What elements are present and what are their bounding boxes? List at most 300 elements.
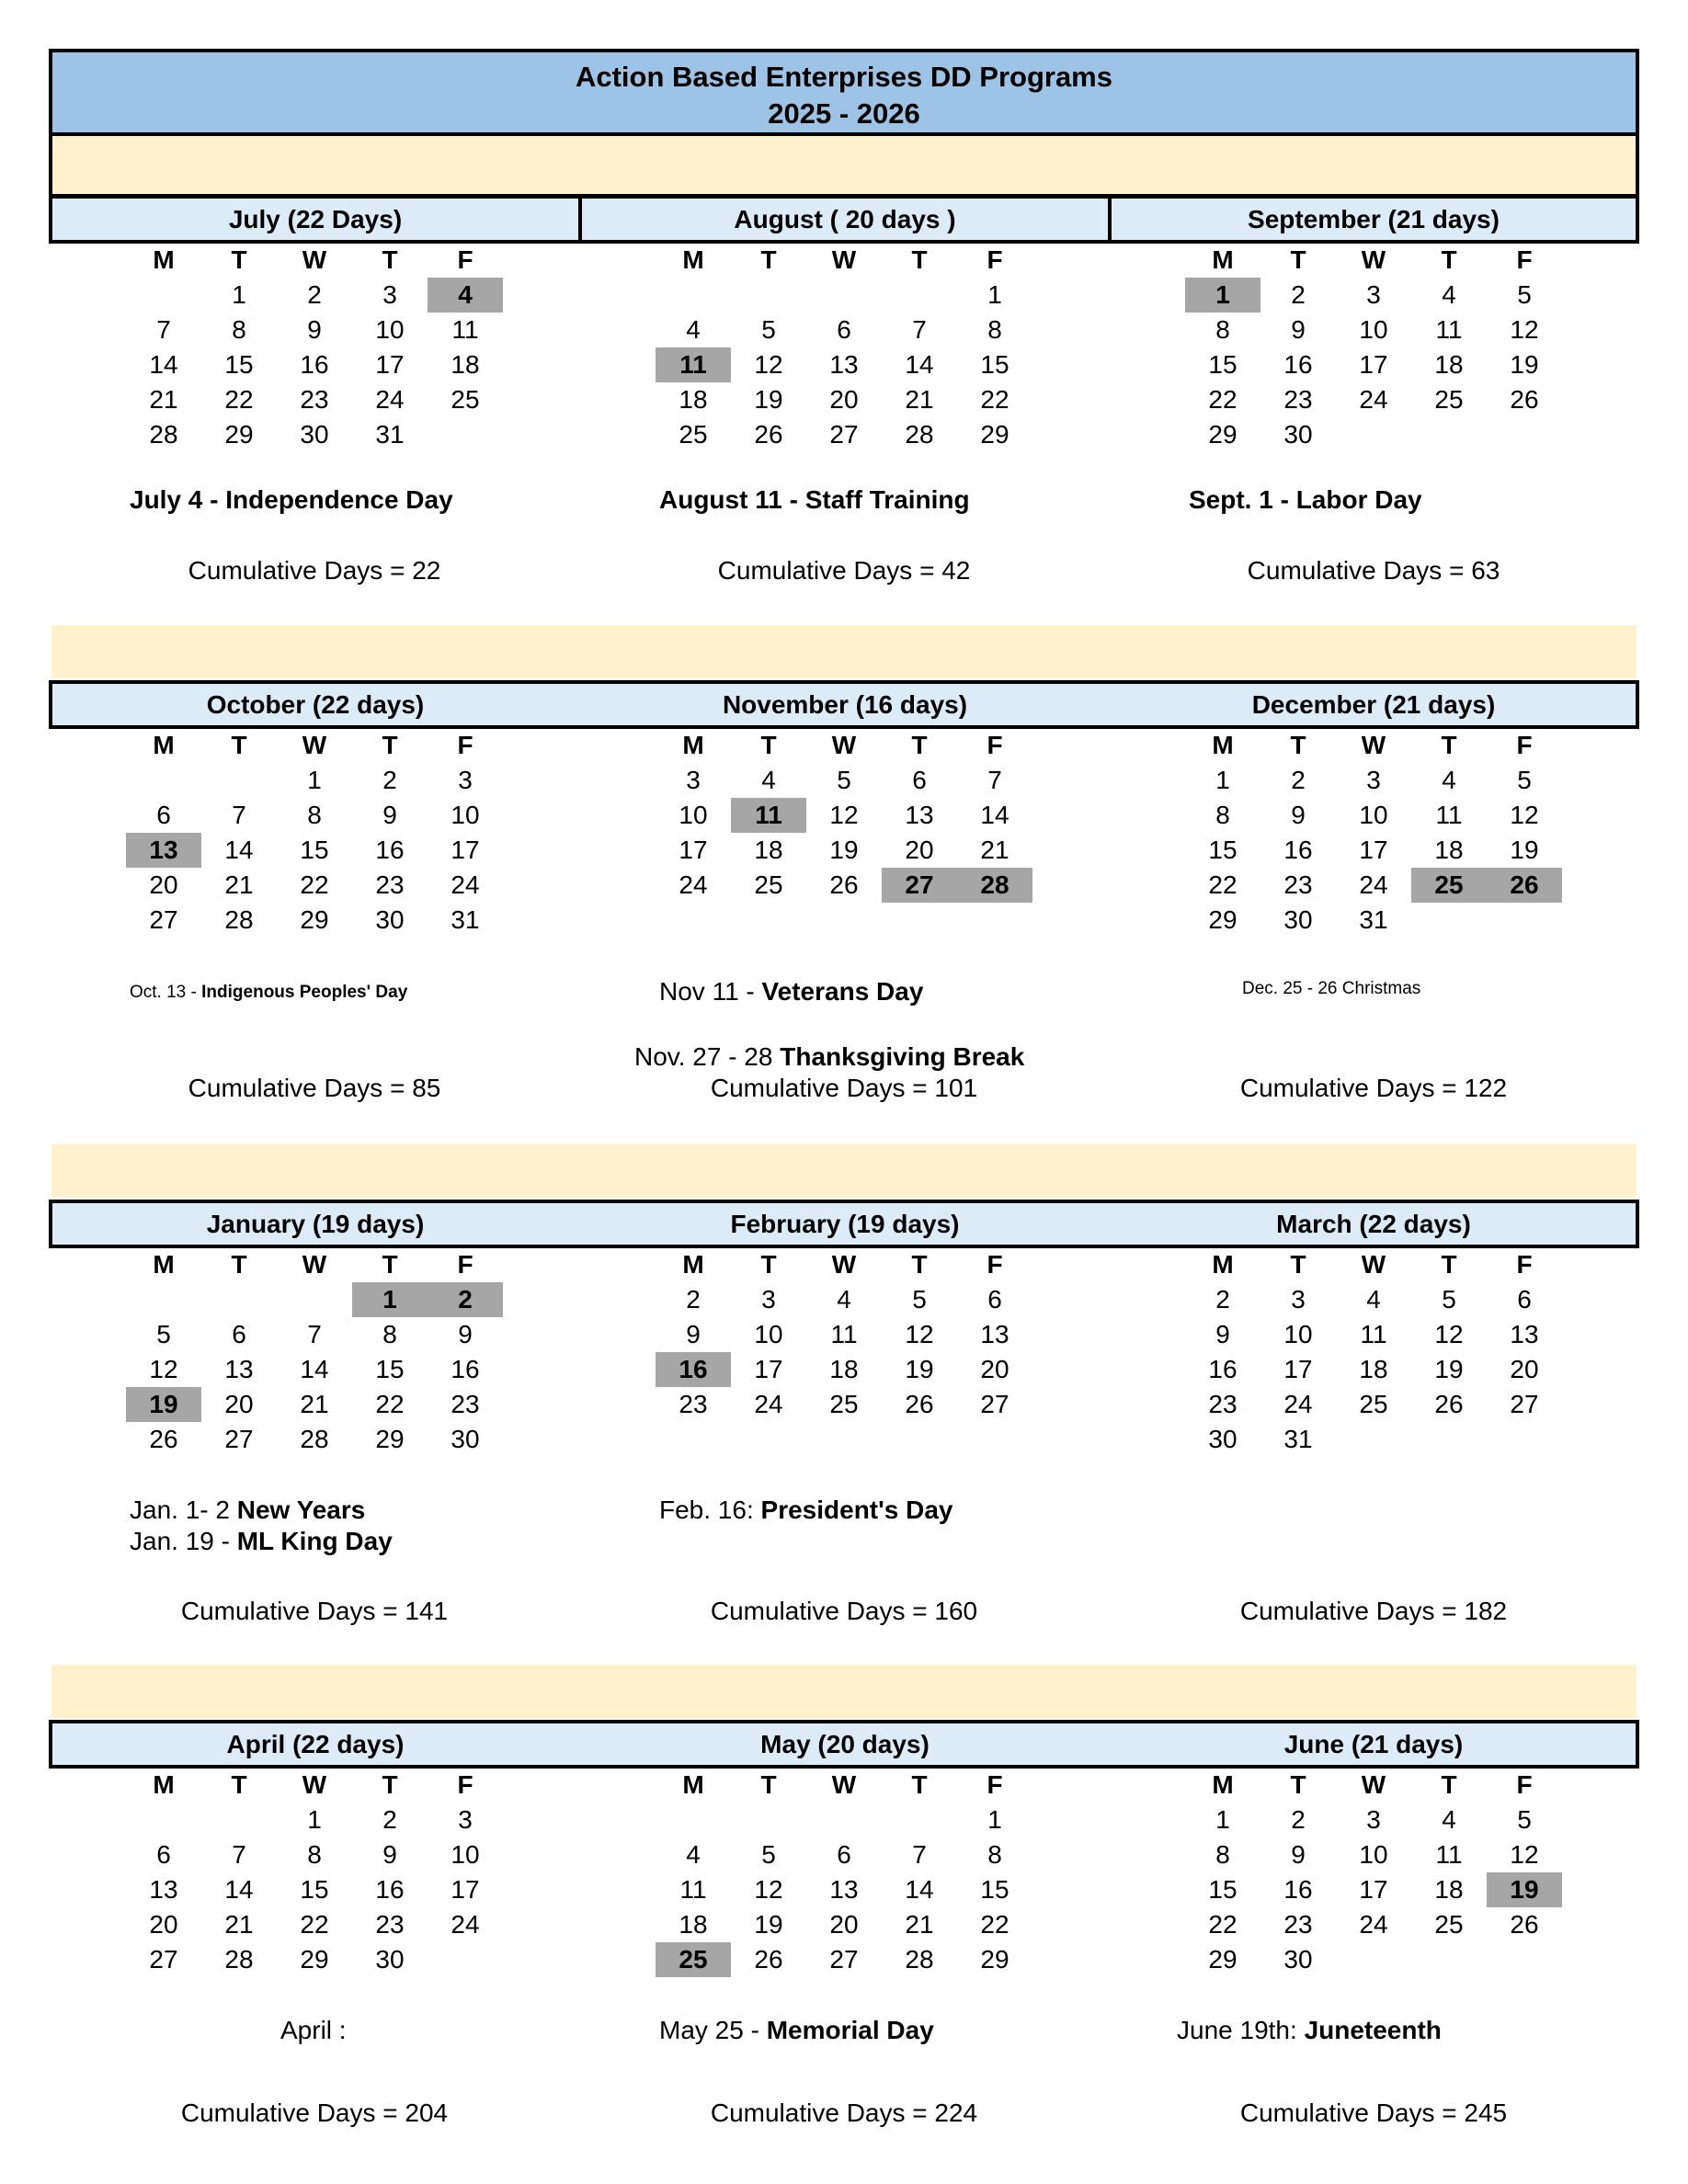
weekday-label: F: [1516, 1770, 1533, 1799]
calendar-date: 6: [156, 801, 171, 829]
calendar-date: 4: [1366, 1285, 1381, 1314]
calendar-date: 7: [232, 801, 246, 829]
calendar-date: 9: [458, 1320, 473, 1348]
weekday-label: T: [231, 731, 247, 759]
weekday-label: W: [831, 1250, 857, 1279]
week-row: [656, 417, 1115, 452]
calendar-date: 22: [224, 385, 254, 414]
calendar-date: 15: [1208, 350, 1237, 379]
weekday-header-row: [126, 1247, 586, 1282]
spacer-band: [51, 1665, 1637, 1718]
calendar-date: 13: [829, 1875, 859, 1904]
week-row: [126, 278, 586, 313]
week-row: [126, 1282, 586, 1317]
weekday-label: T: [1290, 245, 1306, 274]
note-text: Memorial Day: [766, 2016, 934, 2044]
month-calendar: [126, 1768, 586, 1977]
week-row: [1185, 903, 1645, 938]
week-row: [1185, 798, 1645, 833]
calendar-date: 16: [1283, 1875, 1313, 1904]
calendar-date: 2: [1215, 1285, 1230, 1314]
calendar-date: 13: [829, 350, 859, 379]
calendar-date: 19: [905, 1355, 934, 1383]
calendar-date: 27: [224, 1425, 254, 1453]
calendar-date: 20: [224, 1390, 254, 1418]
holiday-note: [130, 1496, 365, 1525]
calendar-date: 30: [375, 1945, 405, 1974]
weekday-label: T: [231, 245, 247, 274]
spacer-band: [51, 625, 1637, 678]
weekday-label: T: [1441, 731, 1457, 759]
weekday-label: T: [1441, 1250, 1457, 1279]
calendar-date: 6: [837, 1840, 851, 1869]
calendar-date: 30: [1208, 1425, 1237, 1453]
weekday-label: M: [153, 731, 175, 759]
calendar-date: 4: [1442, 766, 1456, 794]
calendar-date: 28: [224, 905, 254, 934]
weekday-label: F: [1516, 1250, 1533, 1279]
calendar-date: 10: [451, 1840, 480, 1869]
calendar-date: 5: [912, 1285, 927, 1314]
week-row: [656, 1803, 1115, 1837]
calendar-date: 7: [912, 315, 927, 344]
calendar-date: 29: [224, 420, 254, 449]
weekday-label: T: [760, 245, 777, 274]
week-row: [656, 1837, 1115, 1872]
weekday-label: T: [382, 1250, 398, 1279]
calendar-date: 25: [754, 870, 783, 899]
weekday-header-row: [656, 1247, 1115, 1282]
weekday-label: W: [831, 1770, 857, 1799]
weekday-header-row: [1185, 243, 1645, 278]
calendar-date: 25: [1359, 1390, 1388, 1418]
week-row: [1185, 1942, 1645, 1977]
note-text: President's Day: [760, 1496, 953, 1524]
calendar-date: 8: [232, 315, 246, 344]
month-calendar: [126, 243, 586, 452]
calendar-date: 15: [980, 1875, 1009, 1904]
calendar-date: 29: [1208, 420, 1237, 449]
calendar-date: 16: [300, 350, 329, 379]
calendar-date: 7: [156, 315, 171, 344]
weekday-header-row: [656, 728, 1115, 763]
calendar-date: 29: [1208, 905, 1237, 934]
calendar-date: 29: [1208, 1945, 1237, 1974]
holiday-date: 4: [428, 278, 503, 313]
week-row: [126, 833, 586, 868]
spacer-band: [49, 136, 1639, 198]
weekday-label: W: [831, 245, 857, 274]
calendar-date: 20: [829, 1910, 859, 1939]
calendar-date: 26: [905, 1390, 934, 1418]
calendar-date: 21: [224, 1910, 254, 1939]
cumulative-days: Cumulative Days = 160: [710, 1597, 978, 1625]
cumulative-days: Cumulative Days = 122: [1239, 1074, 1508, 1102]
calendar-date: 9: [1291, 315, 1306, 344]
calendar-date: 8: [307, 1840, 322, 1869]
holiday-note: [659, 1496, 953, 1525]
calendar-date: 24: [1359, 870, 1388, 899]
calendar-date: 10: [1359, 1840, 1388, 1869]
calendar-date: 17: [451, 836, 480, 864]
week-row: [126, 1352, 586, 1387]
week-row: [126, 1317, 586, 1352]
holiday-date: 26: [1487, 868, 1562, 903]
week-row: [1185, 313, 1645, 347]
calendar-date: 25: [1434, 385, 1464, 414]
calendar-date: 12: [1510, 315, 1539, 344]
month-title: May (20 days): [760, 1730, 930, 1758]
weekday-label: T: [1441, 245, 1457, 274]
note-text: Sept. 1 - Labor Day: [1189, 485, 1422, 514]
calendar-date: 8: [1215, 1840, 1230, 1869]
month-divider: [1108, 199, 1112, 240]
calendar-date: 14: [905, 350, 934, 379]
weekday-header-row: [1185, 728, 1645, 763]
calendar-date: 9: [1291, 801, 1306, 829]
note-text: ML King Day: [236, 1527, 393, 1555]
note-text: Thanksgiving Break: [780, 1042, 1025, 1071]
calendar-date: 23: [1283, 1910, 1313, 1939]
note-text: Feb. 16:: [659, 1496, 761, 1524]
weekday-label: W: [831, 731, 857, 759]
calendar-date: 11: [1435, 801, 1463, 829]
calendar-date: 5: [1517, 280, 1532, 309]
holiday-date: 27: [882, 868, 957, 903]
note-text: Nov. 27 - 28: [634, 1042, 781, 1071]
holiday-note: [130, 1527, 393, 1556]
holiday-note: [659, 977, 923, 1007]
calendar-date: 29: [300, 905, 329, 934]
note-text: Oct. 13 -: [130, 983, 202, 1002]
calendar-date: 10: [754, 1320, 783, 1348]
note-text: Jan. 19 -: [130, 1527, 237, 1555]
calendar-date: 24: [679, 870, 708, 899]
calendar-date: 10: [451, 801, 480, 829]
week-row: [126, 1803, 586, 1837]
calendar-date: 5: [1442, 1285, 1456, 1314]
calendar-date: 16: [451, 1355, 480, 1383]
week-row: [656, 798, 1115, 833]
calendar-date: 3: [1366, 766, 1381, 794]
weekday-label: F: [987, 1770, 1003, 1799]
calendar-date: 20: [149, 1910, 178, 1939]
month-calendar: [656, 728, 1115, 903]
holiday-note: [659, 485, 970, 515]
weekday-label: M: [1212, 1250, 1234, 1279]
calendar-date: 22: [300, 1910, 329, 1939]
week-row: [1185, 1387, 1645, 1422]
weekday-label: M: [682, 1770, 704, 1799]
calendar-date: 15: [224, 350, 254, 379]
calendar-date: 5: [1517, 766, 1532, 794]
calendar-date: 8: [987, 1840, 1002, 1869]
note-text: July 4 - Independence Day: [130, 485, 453, 514]
calendar-date: 1: [1215, 766, 1230, 794]
calendar-date: 23: [375, 870, 405, 899]
weekday-label: W: [1361, 1250, 1386, 1279]
calendar-date: 30: [1283, 905, 1313, 934]
week-row: [1185, 763, 1645, 798]
weekday-label: T: [382, 245, 398, 274]
weekday-label: M: [1212, 245, 1234, 274]
weekday-header-row: [126, 243, 586, 278]
calendar-date: 22: [1208, 1910, 1237, 1939]
holiday-note: [1242, 979, 1420, 999]
week-row: [656, 1942, 1115, 1977]
calendar-date: 30: [375, 905, 405, 934]
week-row: [126, 347, 586, 382]
calendar-date: 22: [980, 1910, 1009, 1939]
weekday-label: T: [382, 731, 398, 759]
month-calendar: [1185, 1768, 1645, 1977]
weekday-header-row: [126, 728, 586, 763]
month-header-row: [49, 195, 1639, 244]
weekday-label: F: [457, 245, 473, 274]
week-row: [1185, 833, 1645, 868]
calendar-date: 4: [1442, 280, 1456, 309]
calendar-date: 1: [1215, 1805, 1230, 1834]
calendar-date: 17: [754, 1355, 783, 1383]
calendar-date: 6: [912, 766, 927, 794]
week-row: [1185, 1907, 1645, 1942]
weekday-label: T: [1290, 1770, 1306, 1799]
weekday-label: W: [302, 731, 327, 759]
calendar-date: 28: [300, 1425, 329, 1453]
calendar-date: 6: [987, 1285, 1002, 1314]
calendar-date: 31: [1359, 905, 1388, 934]
calendar-date: 18: [1434, 836, 1464, 864]
calendar-date: 12: [149, 1355, 178, 1383]
holiday-date: 16: [656, 1352, 731, 1387]
week-row: [1185, 1837, 1645, 1872]
week-row: [126, 1837, 586, 1872]
calendar-date: 17: [679, 836, 708, 864]
calendar-date: 14: [224, 836, 254, 864]
weekday-label: W: [1361, 1770, 1386, 1799]
calendar-date: 11: [1360, 1320, 1387, 1348]
month-calendar: [656, 1247, 1115, 1422]
calendar-date: 17: [451, 1875, 480, 1904]
calendar-date: 3: [686, 766, 701, 794]
calendar-date: 3: [382, 280, 397, 309]
calendar-date: 30: [1283, 1945, 1313, 1974]
weekday-label: F: [1516, 245, 1533, 274]
cumulative-days: Cumulative Days = 85: [188, 1074, 441, 1102]
month-title: November (16 days): [722, 690, 968, 719]
calendar-date: 1: [307, 1805, 322, 1834]
note-text: Dec. 25 - 26 Christmas: [1242, 979, 1421, 998]
month-calendar: [1185, 243, 1645, 452]
calendar-date: 28: [224, 1945, 254, 1974]
calendar-date: 24: [1283, 1390, 1313, 1418]
calendar-date: 23: [300, 385, 329, 414]
note-text: New Years: [236, 1496, 366, 1524]
week-row: [1185, 278, 1645, 313]
calendar-date: 8: [987, 315, 1002, 344]
weekday-label: F: [1516, 731, 1533, 759]
week-row: [126, 313, 586, 347]
calendar-date: 7: [232, 1840, 246, 1869]
calendar-date: 5: [761, 1840, 776, 1869]
week-row: [126, 1907, 586, 1942]
calendar-date: 26: [754, 1945, 783, 1974]
weekday-label: M: [153, 245, 175, 274]
calendar-date: 4: [1442, 1805, 1456, 1834]
week-row: [1185, 347, 1645, 382]
week-row: [126, 763, 586, 798]
calendar-date: 21: [300, 1390, 329, 1418]
weekday-label: W: [302, 1250, 327, 1279]
calendar-date: 13: [980, 1320, 1009, 1348]
calendar-date: 26: [829, 870, 859, 899]
calendar-date: 2: [1291, 766, 1306, 794]
note-text: Jan. 1- 2: [130, 1496, 237, 1524]
calendar-date: 11: [830, 1320, 858, 1348]
calendar-date: 29: [980, 1945, 1009, 1974]
calendar-date: 12: [1510, 801, 1539, 829]
calendar-date: 20: [829, 385, 859, 414]
calendar-date: 31: [451, 905, 480, 934]
calendar-date: 18: [1434, 350, 1464, 379]
weekday-label: M: [682, 731, 704, 759]
calendar-date: 17: [1359, 836, 1388, 864]
calendar-date: 16: [375, 1875, 405, 1904]
calendar-date: 26: [1510, 385, 1539, 414]
calendar-date: 18: [679, 1910, 708, 1939]
calendar-date: 22: [980, 385, 1009, 414]
week-row: [1185, 868, 1645, 903]
month-title: July (22 Days): [228, 205, 403, 233]
calendar-date: 12: [754, 1875, 783, 1904]
calendar-date: 18: [754, 836, 783, 864]
calendar-date: 7: [912, 1840, 927, 1869]
cumulative-days: Cumulative Days = 204: [180, 2099, 449, 2127]
calendar-date: 14: [980, 801, 1009, 829]
calendar-date: 19: [1510, 350, 1539, 379]
calendar-date: 15: [300, 836, 329, 864]
calendar-date: 23: [679, 1390, 708, 1418]
calendar-date: 16: [1208, 1355, 1237, 1383]
calendar-date: 31: [1283, 1425, 1313, 1453]
calendar-date: 2: [1291, 280, 1306, 309]
calendar-date: 27: [980, 1390, 1009, 1418]
calendar-date: 16: [375, 836, 405, 864]
holiday-note: [130, 485, 453, 515]
cumulative-days: Cumulative Days = 182: [1239, 1597, 1508, 1625]
holiday-note: [634, 1042, 1024, 1072]
weekday-label: T: [911, 1770, 928, 1799]
calendar-date: 4: [686, 315, 701, 344]
month-title: February (19 days): [730, 1210, 960, 1238]
calendar-date: 9: [1215, 1320, 1230, 1348]
weekday-label: F: [457, 1770, 473, 1799]
week-row: [126, 798, 586, 833]
weekday-label: T: [231, 1770, 247, 1799]
cumulative-days: Cumulative Days = 224: [710, 2099, 978, 2127]
calendar-date: 25: [1434, 1910, 1464, 1939]
calendar-date: 4: [761, 766, 776, 794]
calendar-date: 31: [375, 420, 405, 449]
calendar-date: 12: [905, 1320, 934, 1348]
holiday-date: 11: [656, 347, 731, 382]
weekday-header-row: [1185, 1768, 1645, 1803]
note-text: Juneteenth: [1304, 2016, 1442, 2044]
weekday-label: T: [760, 1770, 777, 1799]
calendar-date: 19: [754, 385, 783, 414]
calendar-date: 20: [1510, 1355, 1539, 1383]
week-row: [1185, 1352, 1645, 1387]
weekday-label: W: [302, 1770, 327, 1799]
week-row: [126, 1422, 586, 1457]
week-row: [656, 1352, 1115, 1387]
month-title: September (21 days): [1248, 205, 1500, 233]
calendar-date: 2: [382, 766, 397, 794]
calendar-date: 14: [300, 1355, 329, 1383]
weekday-label: M: [153, 1250, 175, 1279]
holiday-date: 28: [957, 868, 1032, 903]
calendar-date: 8: [1215, 315, 1230, 344]
calendar-date: 15: [1208, 1875, 1237, 1904]
calendar-title-box: [49, 49, 1639, 136]
calendar-date: 24: [451, 1910, 480, 1939]
cumulative-days: Cumulative Days = 101: [710, 1074, 978, 1102]
calendar-date: 27: [829, 420, 859, 449]
calendar-date: 2: [1291, 1805, 1306, 1834]
month-title: June (21 days): [1283, 1730, 1464, 1758]
calendar-date: 23: [1283, 385, 1313, 414]
calendar-date: 23: [1283, 870, 1313, 899]
calendar-date: 3: [1366, 280, 1381, 309]
calendar-date: 14: [149, 350, 178, 379]
holiday-date: 19: [126, 1387, 201, 1422]
calendar-date: 26: [1510, 1910, 1539, 1939]
month-title: April (22 days): [226, 1730, 405, 1758]
week-row: [126, 1387, 586, 1422]
holiday-note: [130, 983, 407, 1003]
weekday-label: W: [1361, 731, 1386, 759]
calendar-date: 4: [686, 1840, 701, 1869]
month-title: January (19 days): [206, 1210, 425, 1238]
holiday-date: 19: [1487, 1872, 1562, 1907]
calendar-date: 19: [754, 1910, 783, 1939]
week-row: [1185, 382, 1645, 417]
calendar-date: 11: [1435, 1840, 1463, 1869]
holiday-note: [1189, 485, 1422, 515]
calendar-date: 17: [1359, 350, 1388, 379]
calendar-date: 6: [1517, 1285, 1532, 1314]
week-row: [126, 382, 586, 417]
cumulative-days: Cumulative Days = 141: [180, 1597, 449, 1625]
calendar-date: 14: [224, 1875, 254, 1904]
calendar-date: 30: [451, 1425, 480, 1453]
month-title: March (22 days): [1276, 1210, 1471, 1238]
holiday-date: 1: [352, 1282, 428, 1317]
calendar-date: 3: [1366, 1805, 1381, 1834]
calendar-date: 13: [149, 1875, 178, 1904]
weekday-label: T: [1441, 1770, 1457, 1799]
calendar-date: 18: [679, 385, 708, 414]
calendar-date: 3: [1291, 1285, 1306, 1314]
note-text: Nov 11 -: [659, 977, 762, 1006]
calendar-date: 5: [837, 766, 851, 794]
calendar-date: 12: [754, 350, 783, 379]
calendar-date: 4: [837, 1285, 851, 1314]
calendar-date: 21: [905, 385, 934, 414]
calendar-date: 26: [1434, 1390, 1464, 1418]
weekday-label: F: [987, 1250, 1003, 1279]
week-row: [656, 382, 1115, 417]
